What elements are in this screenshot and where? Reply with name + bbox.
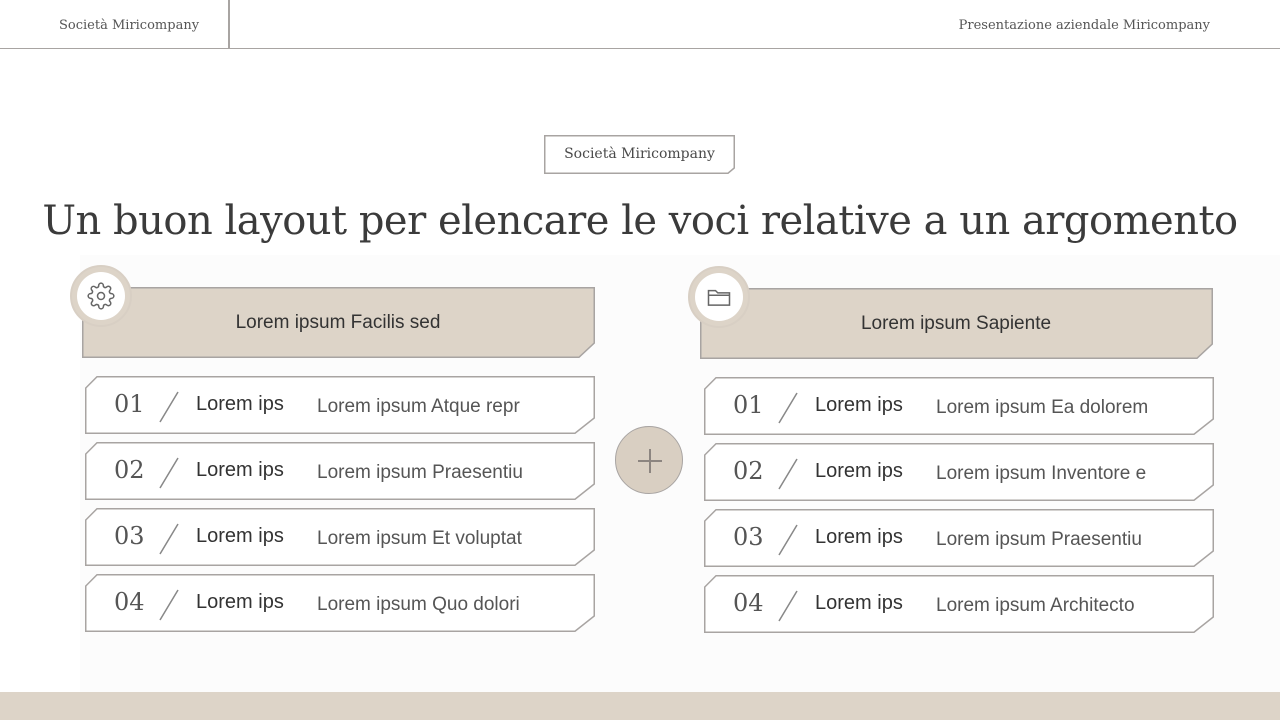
list-item xyxy=(85,376,595,434)
item-number: 01 xyxy=(114,390,145,418)
slash-divider xyxy=(776,523,800,557)
slash-divider xyxy=(157,588,181,622)
item-short-label: Lorem ips xyxy=(815,592,903,614)
plus-icon xyxy=(637,448,663,474)
item-number: 03 xyxy=(733,523,764,551)
list-item xyxy=(704,443,1214,501)
list-item xyxy=(85,508,595,566)
item-description: Lorem ipsum Atque repr xyxy=(317,396,520,417)
left-column-header xyxy=(82,287,594,358)
item-number: 01 xyxy=(733,391,764,419)
item-short-label: Lorem ips xyxy=(815,460,903,482)
top-bar xyxy=(0,0,1280,49)
list-item xyxy=(704,575,1214,633)
slash-divider xyxy=(776,391,800,425)
right-icon-badge xyxy=(688,266,750,328)
item-description: Lorem ipsum Quo dolori xyxy=(317,594,520,615)
item-short-label: Lorem ips xyxy=(196,525,284,547)
slash-divider xyxy=(157,522,181,556)
company-name: Società Miricompany xyxy=(59,18,200,33)
left-column-heading: Lorem ipsum Facilis sed xyxy=(235,312,441,333)
footer-band xyxy=(0,692,1280,720)
list-item xyxy=(85,442,595,500)
slash-divider xyxy=(157,390,181,424)
left-icon-badge xyxy=(70,265,132,327)
folder-icon xyxy=(705,283,733,311)
list-item xyxy=(85,574,595,632)
item-description: Lorem ipsum Et voluptat xyxy=(317,528,522,549)
gear-icon xyxy=(87,282,115,310)
list-item xyxy=(704,509,1214,567)
section-tag xyxy=(544,135,735,174)
item-description: Lorem ipsum Praesentiu xyxy=(317,462,523,483)
header-divider xyxy=(228,0,230,48)
list-item xyxy=(704,377,1214,435)
item-number: 04 xyxy=(114,588,145,616)
slash-divider xyxy=(776,589,800,623)
item-description: Lorem ipsum Ea dolorem xyxy=(936,397,1149,418)
item-number: 03 xyxy=(114,522,145,550)
item-number: 02 xyxy=(733,457,764,485)
right-column-header xyxy=(700,288,1212,359)
item-description: Lorem ipsum Praesentiu xyxy=(936,529,1142,550)
item-number: 04 xyxy=(733,589,764,617)
item-short-label: Lorem ips xyxy=(196,459,284,481)
tag-label: Società Miricompany xyxy=(564,146,715,162)
plus-badge xyxy=(615,426,683,494)
item-description: Lorem ipsum Inventore e xyxy=(936,463,1147,484)
page-title: Un buon layout per elencare le voci relative a un argomento xyxy=(42,198,1238,244)
item-short-label: Lorem ips xyxy=(815,394,903,416)
item-short-label: Lorem ips xyxy=(196,393,284,415)
right-column-heading: Lorem ipsum Sapiente xyxy=(860,313,1052,334)
slash-divider xyxy=(776,457,800,491)
item-short-label: Lorem ips xyxy=(196,591,284,613)
item-number: 02 xyxy=(114,456,145,484)
slash-divider xyxy=(157,456,181,490)
item-description: Lorem ipsum Architecto xyxy=(936,595,1135,616)
item-short-label: Lorem ips xyxy=(815,526,903,548)
presentation-title: Presentazione aziendale Miricompany xyxy=(958,18,1210,33)
